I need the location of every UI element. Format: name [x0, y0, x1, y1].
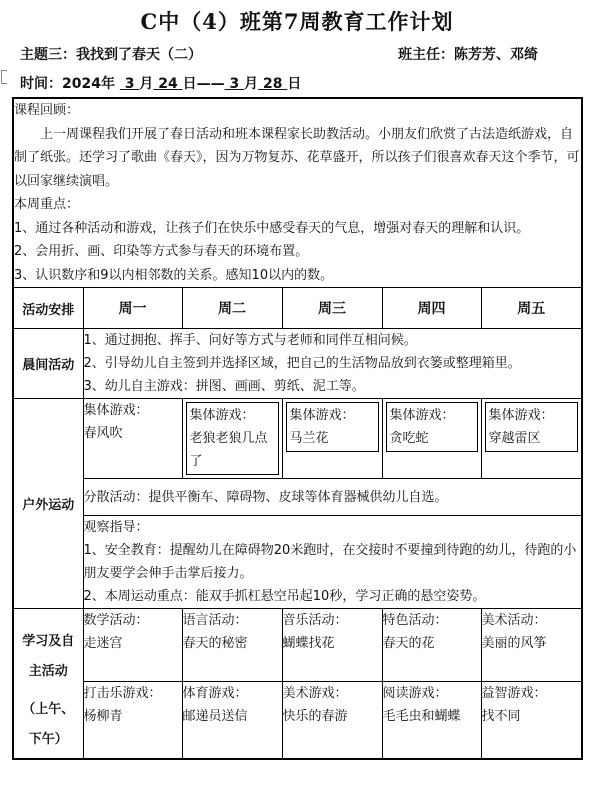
- study-label-line-2: 主活动: [28, 664, 68, 679]
- game-name: 贪吃蛇: [389, 431, 429, 446]
- theme-label: 主题三：: [20, 47, 76, 63]
- game-box: [485, 402, 579, 452]
- activity-name: 杨柳青: [83, 709, 123, 724]
- time-end-day: 28: [262, 76, 283, 92]
- activity-type: 益智游戏：: [481, 686, 547, 701]
- study-row-1: [13, 609, 582, 682]
- teacher-value: 陈芳芳、邓绮: [454, 47, 538, 63]
- game-name: 春风吹: [83, 426, 123, 441]
- observe-item-2: 2、本周运动重点：能双手抓杠悬空吊起10秒，学习正确的悬空姿势。: [83, 589, 486, 604]
- review-row: [13, 98, 582, 288]
- theme-line: [20, 44, 202, 64]
- activity-name: 毛毛虫和蝴蝶: [382, 709, 461, 724]
- activity-name: 找不同: [481, 709, 521, 724]
- outdoor-scatter-cell: [83, 479, 582, 516]
- header-day-tue: 周二: [182, 288, 282, 329]
- morning-row: [13, 329, 582, 399]
- study-tue-2: [182, 682, 282, 760]
- morning-item-3: 3、幼儿自主游戏：拼图、画画、剪纸、泥工等。: [83, 379, 365, 394]
- activity-type: 打击乐游戏：: [83, 686, 162, 701]
- study-label-line-4: 下午）: [28, 732, 68, 747]
- time-year-unit: 年: [100, 76, 115, 92]
- game-name: 马兰花: [289, 431, 329, 446]
- game-name: 老狼老狼几点了: [189, 431, 268, 469]
- outdoor-game-tue: [182, 399, 282, 479]
- time-label: 时间：: [20, 76, 62, 92]
- outdoor-game-thu: [382, 399, 481, 479]
- activity-type: 体育游戏：: [182, 686, 248, 701]
- activity-name: 走迷宫: [83, 636, 123, 651]
- weekly-plan-table: [12, 97, 583, 760]
- morning-item-1: 1、通过拥抱、挥手、问好等方式与老师和同伴互相问候。: [83, 333, 417, 348]
- review-heading: 课程回顾：: [14, 103, 80, 118]
- header-day-wed: 周三: [282, 288, 382, 329]
- scatter-text: 分散活动：提供平衡车、障碍物、皮球等体育器械供幼儿自选。: [83, 489, 448, 505]
- review-cell: [13, 98, 582, 288]
- activity-name: 蝴蝶找花: [282, 636, 335, 651]
- game-type: 集体游戏：: [289, 408, 355, 423]
- morning-cell: [83, 329, 582, 399]
- activity-type: 数学活动：: [83, 613, 149, 628]
- time-line: [20, 73, 301, 93]
- header-day-thu: 周四: [382, 288, 481, 329]
- game-type: 集体游戏：: [189, 408, 255, 423]
- game-box: [286, 402, 379, 452]
- outdoor-observe-cell: [83, 516, 582, 609]
- study-thu-1: [382, 609, 481, 682]
- game-type: 集体游戏：: [488, 408, 554, 423]
- game-name: 穿越雷区: [488, 431, 541, 446]
- outdoor-scatter-row: [13, 479, 582, 516]
- outdoor-games-row: [13, 399, 582, 479]
- review-paragraph: 上一周课程我们开展了春日活动和班本课程家长助教活动。小朋友们欣赏了古法造纸游戏，自制了纸张。还学习了歌曲《春天》，因为万物复苏、花草盛开，所以孩子们很喜欢春天这个季节，可以回家继续演唱。: [14, 126, 580, 189]
- study-label-line-3: （上午、: [22, 702, 75, 717]
- time-month-unit-1: 月: [139, 76, 154, 92]
- outdoor-game-mon: [83, 399, 182, 479]
- teacher-line: [398, 44, 538, 64]
- game-box: [186, 402, 279, 475]
- outdoor-game-fri: [481, 399, 582, 479]
- study-tue-1: [182, 609, 282, 682]
- observe-heading: 观察指导：: [83, 520, 149, 535]
- activity-name: 美丽的风筝: [481, 636, 547, 651]
- game-box: [386, 402, 478, 452]
- paragraph-mark-icon: [1, 70, 7, 84]
- activity-type: 美术活动：: [481, 613, 547, 628]
- time-dash: ——: [196, 76, 225, 92]
- focus-item-1: 1、通过各种活动和游戏，让孩子们在快乐中感受春天的气息，增强对春天的理解和认识。: [14, 220, 530, 236]
- teacher-label: 班主任：: [398, 47, 454, 63]
- observe-item-1: 1、安全教育：提醒幼儿在障碍物20米跑时，在交接时不要撞到待跑的幼儿，待跑的小朋友要学会伸手击掌后接力。: [83, 543, 577, 581]
- study-label: [13, 609, 83, 760]
- activity-type: 音乐活动：: [282, 613, 348, 628]
- study-thu-2: [382, 682, 481, 760]
- time-end-month: 3: [229, 76, 240, 92]
- outdoor-label: 户外运动: [13, 399, 83, 609]
- time-day-unit-2: 日: [287, 76, 302, 92]
- time-start-month: 3: [124, 76, 135, 92]
- activity-name: 春天的花: [382, 636, 435, 651]
- time-start-day: 24: [158, 76, 178, 92]
- game-type: 集体游戏：: [389, 408, 455, 423]
- time-day-unit-1: 日: [182, 76, 197, 92]
- game-type: 集体游戏：: [83, 403, 149, 418]
- activity-type: 阅读游戏：: [382, 686, 448, 701]
- outdoor-observe-row: [13, 516, 582, 609]
- theme-value: 我找到了春天（二）: [76, 47, 202, 63]
- study-row-2: [13, 682, 582, 760]
- activity-name: 邮递员送信: [182, 709, 248, 724]
- morning-label: 晨间活动: [13, 329, 83, 399]
- study-label-line-1: 学习及自: [22, 634, 75, 649]
- activity-type: 特色活动：: [382, 613, 448, 628]
- study-fri-1: [481, 609, 582, 682]
- activity-type: 美术游戏：: [282, 686, 348, 701]
- time-month-unit-2: 月: [244, 76, 259, 92]
- study-mon-1: [83, 609, 182, 682]
- header-label: 活动安排: [13, 288, 83, 329]
- morning-item-2: 2、引导幼儿自主签到并选择区域，把自己的生活物品放到衣篓或整理箱里。: [83, 356, 521, 371]
- study-mon-2: [83, 682, 182, 760]
- study-fri-2: [481, 682, 582, 760]
- focus-heading: 本周重点：: [14, 197, 80, 212]
- study-wed-1: [282, 609, 382, 682]
- activity-name: 快乐的春游: [282, 709, 348, 724]
- page-title: C中（4）班第7周教育工作计划: [140, 9, 454, 34]
- study-wed-2: [282, 682, 382, 760]
- focus-item-3: 3、认识数序和9以内相邻数的关系。感知10以内的数。: [14, 267, 334, 283]
- header-day-fri: 周五: [481, 288, 582, 329]
- header-day-mon: 周一: [83, 288, 182, 329]
- activity-type: 语言活动：: [182, 613, 248, 628]
- outdoor-game-wed: [282, 399, 382, 479]
- time-year: 2024: [62, 76, 101, 92]
- activity-name: 春天的秘密: [182, 636, 248, 651]
- focus-item-2: 2、会用折、画、印染等方式参与春天的环境布置。: [14, 244, 309, 259]
- header-row: [13, 288, 582, 329]
